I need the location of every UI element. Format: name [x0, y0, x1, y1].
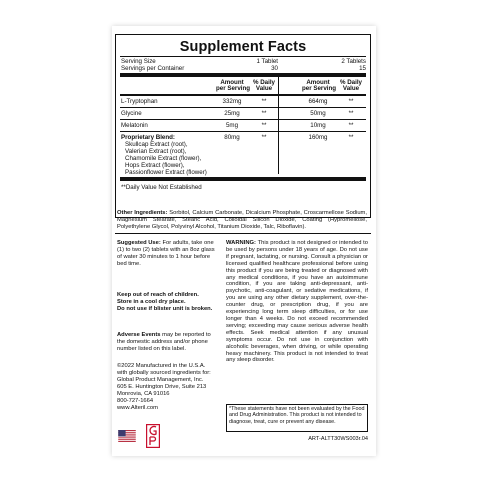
manufacturer-line: ©2022 Manufactured in the U.S.A.	[117, 363, 206, 369]
col2-daily-value: **	[348, 122, 354, 129]
adverse-events-text: may be reported to the domestic address and/or phone number listed on this label.	[117, 332, 211, 352]
warning-text: This product is not designed or intended to be used by persons under 18 years of age. Do not use if pregnant, lactating, or nursing. Consult a physician or licensed qualified healthcare professional before using this product if you are being treated or diagnosed with any medical conditions, if you have an autoimmune condition, if you are taking anti-depressant, anti-psychotic, anti-coagulant, or sedative medications, if you are using any other dietary supplement, over-the-counter drug, or prescription drug, if you are experiencing long term sleep difficulties, or for use longer than 4 weeks. Do not exceed recommended serving; exceeding may cause serious adverse health effects. Seek medical attention if any unusual symptoms occur. Do not use in conjunction with alcoholic beverages, when driving, or while operating heavy machinery. This product is not intended to treat any sleep disorder.	[226, 240, 368, 364]
servings-per-container-label: Servings per Container	[121, 65, 185, 72]
storage-line: Do not use if blister unit is broken.	[117, 306, 213, 312]
manufacturer-line: 605 E. Huntington Drive, Suite 213	[117, 384, 207, 390]
ingredient-name: L-Tryptophan	[121, 98, 158, 105]
blend-item: Valerian Extract (root),	[125, 148, 187, 155]
art-code: ART-ALTT30WS003r.04	[308, 436, 368, 442]
supplement-facts-panel	[115, 34, 371, 218]
column-divider-mid	[278, 77, 279, 174]
daily-value-footnote: **Daily Value Not Established	[121, 184, 202, 191]
col1-amount-header-1: Amount	[220, 79, 244, 86]
manufacturer-line: Global Product Management, Inc.	[117, 377, 204, 383]
blend-item: Hops Extract (flower),	[125, 162, 185, 169]
col2-dv-header-2: Value	[342, 85, 360, 92]
col2-amount: 664mg	[308, 98, 328, 105]
blend-col1-daily-value: **	[261, 134, 267, 141]
divider-thick-bottom	[120, 177, 366, 181]
col2-amount: 50mg	[310, 110, 326, 117]
divider-header	[120, 94, 366, 96]
suggested-use	[117, 240, 219, 268]
blend-col2-amount: 160mg	[308, 134, 328, 141]
row-divider	[120, 119, 366, 120]
col1-daily-value: **	[261, 122, 267, 129]
col1-amount: 332mg	[222, 98, 242, 105]
us-flag-icon	[118, 430, 136, 442]
col2-amount-header-1: Amount	[306, 79, 330, 86]
manufacturer-line: with globally sourced ingredients for:	[117, 370, 211, 376]
other-ingredients-label: Other Ingredients:	[117, 210, 168, 216]
gpm-logo-icon	[146, 424, 160, 448]
divider-thick-top	[120, 73, 366, 77]
col1-daily-value: **	[261, 98, 267, 105]
section-divider	[115, 233, 371, 234]
col1-dv-header-2: Value	[255, 85, 273, 92]
warning	[226, 240, 368, 364]
col1-servings: 30	[271, 65, 278, 72]
col2-daily-value: **	[348, 98, 354, 105]
panel-title: Supplement Facts	[179, 39, 307, 55]
ingredient-name: Melatonin	[121, 122, 148, 129]
adverse-events	[117, 332, 219, 353]
adverse-events-label: Adverse Events	[117, 332, 161, 338]
blend-item: Passionflower Extract (flower)	[125, 169, 207, 176]
warning-label: WARNING:	[226, 240, 256, 246]
col2-daily-value: **	[348, 110, 354, 117]
storage-line: Store in a cool dry place.	[117, 299, 186, 305]
blend-name: Proprietary Blend:	[121, 134, 175, 141]
col2-servings: 15	[359, 65, 366, 72]
col1-daily-value: **	[261, 110, 267, 117]
fda-disclaimer-box	[226, 404, 368, 432]
divider-title	[120, 56, 366, 57]
col1-serving-size: 1 Tablet	[256, 58, 278, 65]
col2-dv-header-1: % Daily	[339, 79, 362, 86]
col2-serving-size: 2 Tablets	[341, 58, 366, 65]
manufacturer-line: 800-727-1664	[117, 398, 154, 404]
col1-amount-header-2: per Serving	[216, 85, 251, 92]
col2-amount-header-2: per Serving	[302, 85, 337, 92]
row-divider	[120, 131, 366, 132]
col1-amount: 25mg	[224, 110, 240, 117]
suggested-use-text: For adults, take one (1) to two (2) tablets with an 8oz glass of water 30 minutes to 1 hour before bed time.	[117, 240, 215, 267]
manufacturer-line: www.Alteril.com	[117, 405, 158, 411]
col1-amount: 5mg	[225, 122, 239, 129]
blend-item: Chamomile Extract (flower),	[125, 155, 202, 162]
serving-size-label: Serving Size	[121, 58, 156, 65]
fda-disclaimer-text: *These statements have not been evaluated by the Food and Drug Administration. This product is not intended to diagnose, treat, cure or prevent any disease.	[229, 406, 365, 425]
col1-dv-header-1: % Daily	[252, 79, 275, 86]
suggested-use-label: Suggested Use:	[117, 240, 161, 246]
other-ingredients-text: Sorbitol, Calcium Carbonate, Dicalcium Phosphate, Croscarmellose Sodium, Magnesium Stearate, Stearic Acid, Colloidal Silicon Dioxide, Coating (Hypromellose, Polyethylene Glycol, Polyvinyl Alcohol, Titanium Dioxide, Talc, Riboflavin).	[117, 210, 367, 230]
blend-col2-daily-value: **	[348, 134, 354, 141]
blend-item: Skullcap Extract (root),	[125, 141, 188, 148]
col2-amount: 10mg	[310, 122, 326, 129]
row-divider	[120, 107, 366, 108]
other-ingredients	[117, 210, 367, 231]
storage-line: Keep out of reach of children.	[117, 292, 199, 298]
manufacturer-line: Monrovia, CA 91016	[117, 391, 170, 397]
ingredient-name: Glycine	[121, 110, 142, 117]
blend-col1-amount: 80mg	[224, 134, 240, 141]
